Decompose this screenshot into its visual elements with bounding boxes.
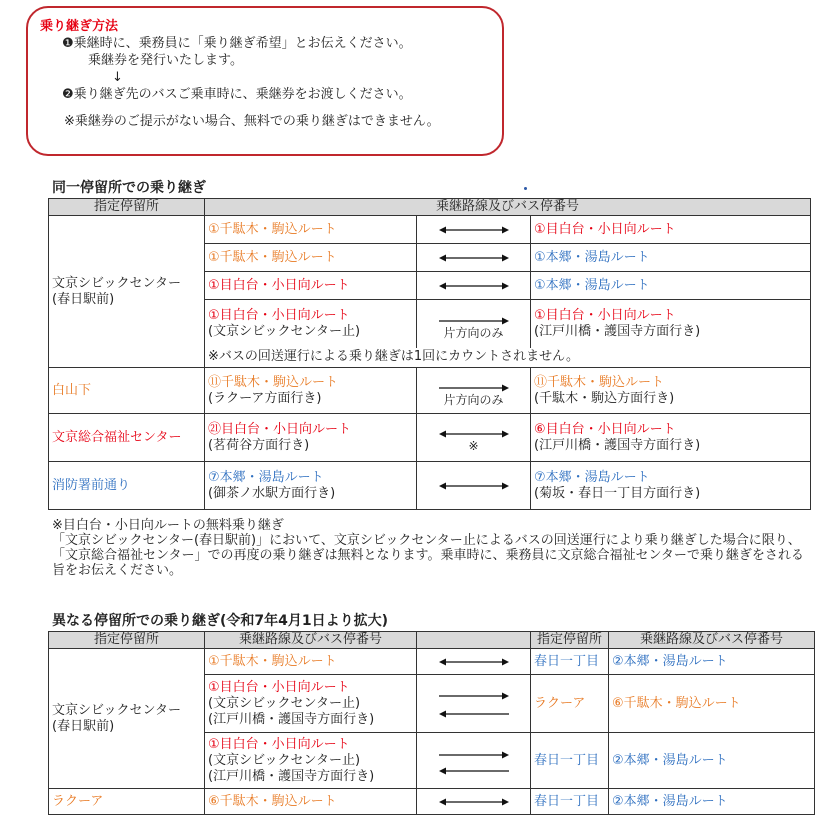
notice-step1: ❶乗継時に、乗務員に「乗り継ぎ希望」とお伝えください。 bbox=[62, 36, 412, 51]
decorative-dot bbox=[524, 187, 527, 190]
same-stop-table bbox=[48, 198, 811, 510]
header-route: 乗継路線及びバス停番号 bbox=[205, 199, 811, 216]
route-to-cell bbox=[531, 368, 811, 414]
section2-title: 異なる停留所での乗り継ぎ(令和7年4月1日より拡大) bbox=[52, 613, 389, 629]
transfer-method-box bbox=[26, 6, 504, 156]
notice-caution: ※乗継券のご提示がない場合、無料での乗り継ぎはできません。 bbox=[64, 114, 440, 129]
asterisk-label: ※ bbox=[468, 438, 479, 453]
stop-civic-center bbox=[49, 649, 205, 789]
transfer-stop: 春日一丁目 bbox=[531, 649, 609, 675]
route-from: ⑥千駄木・駒込ルート bbox=[205, 789, 417, 815]
route-to: ⑥千駄木・駒込ルート bbox=[609, 675, 815, 733]
footnote-line2: 「文京シビックセンター(春日駅前)」において、文京シビックセンター止によるバスの回送運行により乗り継ぎした場合に限り、 bbox=[52, 533, 801, 548]
arrow-both bbox=[417, 272, 531, 300]
route-to: ②本郷・湯島ルート bbox=[609, 733, 815, 789]
header-stop: 指定停留所 bbox=[49, 199, 205, 216]
arrow-split bbox=[417, 675, 531, 733]
one-way-label: 片方向のみ bbox=[443, 392, 504, 407]
stop-civic-center-line1: 文京シビックセンター bbox=[52, 702, 181, 718]
route-from: ㉑目白台・小日向ルート bbox=[208, 421, 352, 437]
stop-civic-center bbox=[49, 216, 205, 368]
transfer-stop: ラクーア bbox=[531, 675, 609, 733]
route-from: ①目白台・小日向ルート bbox=[208, 736, 350, 752]
footnote-line1: ※目白台・小日向ルートの無料乗り継ぎ bbox=[52, 518, 284, 533]
arrow-split bbox=[417, 733, 531, 789]
header-route: 乗継路線及びバス停番号 bbox=[205, 632, 417, 649]
route-from-sub: (茗荷谷方面行き) bbox=[208, 437, 310, 453]
route-from-cell bbox=[205, 414, 417, 462]
route-from-sub: (御茶ノ水駅方面行き) bbox=[208, 485, 336, 501]
footnote-line4: 旨をお伝えください。 bbox=[52, 563, 183, 578]
free-transfer-footnote bbox=[52, 518, 804, 578]
row-note: ※バスの回送運行による乗り継ぎは1回にカウントされません。 bbox=[205, 348, 811, 368]
route-to-cell bbox=[531, 300, 811, 348]
route-to-sub: (菊坂・春日一丁目方面行き) bbox=[534, 485, 701, 501]
route-from: ⑦本郷・湯島ルート bbox=[208, 469, 324, 485]
notice-arrow: ↓ bbox=[112, 70, 123, 85]
footnote-line3: 「文京総合福祉センター」での再度の乗り継ぎは無料となります。乗車時に、乗務員に文京総合福祉センターで乗り継ぎをされる bbox=[52, 548, 804, 563]
header-route2: 乗継路線及びバス停番号 bbox=[609, 632, 815, 649]
route-to: ①目白台・小日向ルート bbox=[531, 216, 811, 244]
route-to: ①本郷・湯島ルート bbox=[531, 244, 811, 272]
route-to-sub: (千駄木・駒込方面行き) bbox=[534, 390, 675, 406]
route-from-cell bbox=[205, 733, 417, 789]
stop-fukushi-center: 文京総合福祉センター bbox=[49, 414, 205, 462]
stop-hakusan: 白山下 bbox=[49, 368, 205, 414]
stop-laqua: ラクーア bbox=[49, 789, 205, 815]
transfer-stop: 春日一丁目 bbox=[531, 789, 609, 815]
route-from: ①千駄木・駒込ルート bbox=[205, 649, 417, 675]
route-to-cell bbox=[531, 462, 811, 510]
arrow-both bbox=[417, 649, 531, 675]
arrow-both-cell bbox=[417, 414, 531, 462]
route-to-sub: (江戸川橋・護国寺方面行き) bbox=[534, 323, 701, 339]
route-from-cell bbox=[205, 300, 417, 348]
arrow-both bbox=[417, 789, 531, 815]
route-to: ②本郷・湯島ルート bbox=[609, 649, 815, 675]
stop-civic-center-line2: (春日駅前) bbox=[52, 718, 115, 734]
route-to: ①目白台・小日向ルート bbox=[534, 307, 676, 323]
header-stop: 指定停留所 bbox=[49, 632, 205, 649]
header-stop2: 指定停留所 bbox=[531, 632, 609, 649]
arrow-both bbox=[417, 216, 531, 244]
route-from: ①目白台・小日向ルート bbox=[208, 307, 350, 323]
one-way-label: 片方向のみ bbox=[443, 325, 504, 340]
route-to: ⑦本郷・湯島ルート bbox=[534, 469, 650, 485]
route-to: ⑪千駄木・駒込ルート bbox=[534, 374, 665, 390]
route-from: ①目白台・小日向ルート bbox=[208, 679, 350, 695]
route-to: ①本郷・湯島ルート bbox=[531, 272, 811, 300]
route-to: ②本郷・湯島ルート bbox=[609, 789, 815, 815]
route-to-sub: (江戸川橋・護国寺方面行き) bbox=[534, 437, 701, 453]
route-from-sub1: (文京シビックセンター止) bbox=[208, 752, 361, 768]
different-stop-table bbox=[48, 631, 815, 815]
stop-civic-center-line2: (春日駅前) bbox=[52, 291, 115, 307]
arrow-both bbox=[417, 244, 531, 272]
notice-step1b: 乗継券を発行いたします。 bbox=[88, 53, 243, 68]
route-from-cell bbox=[205, 675, 417, 733]
route-from: ⑪千駄木・駒込ルート bbox=[208, 374, 339, 390]
route-from-cell bbox=[205, 368, 417, 414]
stop-civic-center-line1: 文京シビックセンター bbox=[52, 275, 181, 291]
route-from-sub2: (江戸川橋・護国寺方面行き) bbox=[208, 711, 375, 727]
route-from-cell bbox=[205, 462, 417, 510]
stop-shobosho: 消防署前通り bbox=[49, 462, 205, 510]
header-blank bbox=[417, 632, 531, 649]
section1-title: 同一停留所での乗り継ぎ bbox=[52, 180, 206, 196]
transfer-stop: 春日一丁目 bbox=[531, 733, 609, 789]
route-from-sub2: (江戸川橋・護国寺方面行き) bbox=[208, 768, 375, 784]
arrow-one-way-cell bbox=[417, 368, 531, 414]
route-from-sub1: (文京シビックセンター止) bbox=[208, 695, 361, 711]
route-to-cell bbox=[531, 414, 811, 462]
route-from: ①千駄木・駒込ルート bbox=[205, 216, 417, 244]
arrow-both bbox=[417, 462, 531, 510]
route-from: ①千駄木・駒込ルート bbox=[205, 244, 417, 272]
arrow-one-way-cell bbox=[417, 300, 531, 348]
route-from-sub: (ラクーア方面行き) bbox=[208, 390, 322, 406]
notice-title: 乗り継ぎ方法 bbox=[40, 19, 119, 34]
notice-step2: ❷乗り継ぎ先のバスご乗車時に、乗継券をお渡しください。 bbox=[62, 87, 412, 102]
route-from-sub: (文京シビックセンター止) bbox=[208, 323, 361, 339]
route-from: ①目白台・小日向ルート bbox=[205, 272, 417, 300]
route-to: ⑥目白台・小日向ルート bbox=[534, 421, 676, 437]
